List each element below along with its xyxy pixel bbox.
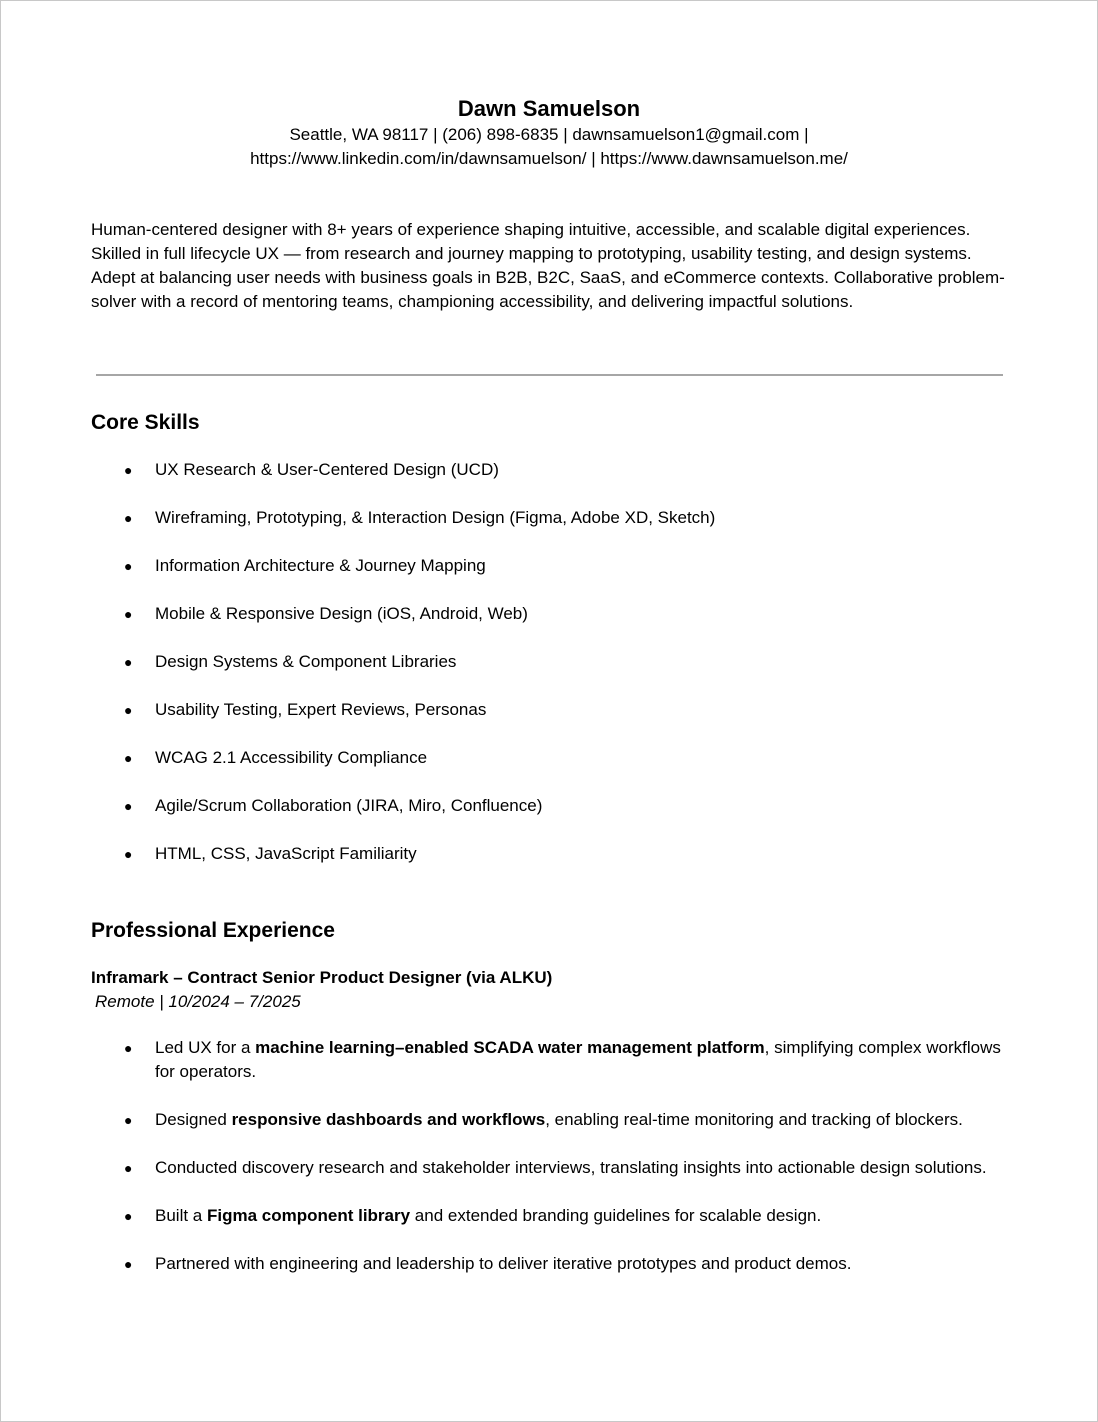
bullet-text: Built a	[155, 1206, 207, 1225]
job-title: Inframark – Contract Senior Product Designer (via ALKU)	[91, 968, 553, 987]
job-location-dates: Remote | 10/2024 – 7/2025	[95, 992, 301, 1011]
bullet-icon: ●	[124, 798, 133, 814]
bullet-icon: ●	[124, 1256, 133, 1272]
skill-item	[1, 554, 715, 578]
experience-heading: Professional Experience	[91, 919, 335, 942]
job-bullet	[1, 1108, 1015, 1132]
skill-item	[1, 602, 715, 626]
contact-line-2: https://www.linkedin.com/in/dawnsamuelson/ | https://www.dawnsamuelson.me/	[250, 149, 848, 168]
skill-item	[1, 650, 715, 674]
skill-text: Wireframing, Prototyping, & Interaction Design (Figma, Adobe XD, Sketch)	[155, 508, 716, 527]
job-bullet	[1, 1204, 1015, 1228]
core-skills-heading: Core Skills	[91, 411, 200, 434]
bullet-text: Led UX for a	[155, 1038, 256, 1057]
skill-item	[1, 794, 715, 818]
bullet-icon: ●	[124, 1160, 133, 1176]
section-divider	[96, 374, 1003, 376]
skill-item	[1, 746, 715, 770]
bullet-icon: ●	[124, 1112, 133, 1128]
skill-item	[1, 842, 715, 866]
skill-text: WCAG 2.1 Accessibility Compliance	[155, 748, 428, 767]
skill-text: UX Research & User-Centered Design (UCD)	[155, 460, 499, 479]
bullet-icon: ●	[124, 510, 133, 526]
job-bullet	[1, 1252, 1015, 1276]
bullet-icon: ●	[124, 846, 133, 862]
bullet-emphasis: machine learning–enabled SCADA water management platform	[255, 1038, 765, 1057]
bullet-text: and extended branding guidelines for scalable design.	[410, 1206, 822, 1225]
bullet-emphasis: responsive dashboards and workflows	[231, 1110, 546, 1129]
bullet-icon: ●	[124, 558, 133, 574]
core-skills-list	[1, 458, 715, 890]
bullet-icon: ●	[124, 462, 133, 478]
bullet-text: Partnered with engineering and leadership to deliver iterative prototypes and product demos.	[155, 1254, 852, 1273]
bullet-icon: ●	[124, 750, 133, 766]
skill-text: Mobile & Responsive Design (iOS, Android, Web)	[155, 604, 528, 623]
skill-text: Design Systems & Component Libraries	[155, 652, 457, 671]
bullet-icon: ●	[124, 702, 133, 718]
bullet-text: , enabling real-time monitoring and tracking of blockers.	[545, 1110, 963, 1129]
skill-item	[1, 506, 715, 530]
job-bullets-list	[1, 1036, 1015, 1300]
candidate-name: Dawn Samuelson	[457, 96, 641, 121]
bullet-emphasis: Figma component library	[206, 1206, 411, 1225]
skill-text: Agile/Scrum Collaboration (JIRA, Miro, Confluence)	[155, 796, 543, 815]
skill-item	[1, 698, 715, 722]
bullet-icon: ●	[124, 654, 133, 670]
resume-header	[1, 95, 1097, 171]
skill-item	[1, 458, 715, 482]
job-bullet	[1, 1036, 1015, 1084]
bullet-text: Designed	[155, 1110, 232, 1129]
skill-text: Information Architecture & Journey Mapping	[155, 556, 486, 575]
bullet-icon: ●	[124, 1040, 133, 1056]
bullet-text: , simplifying complex workflows for operators.	[155, 1038, 1001, 1081]
skill-text: Usability Testing, Expert Reviews, Personas	[155, 700, 487, 719]
bullet-text: Conducted discovery research and stakeholder interviews, translating insights into actionable design solutions.	[155, 1158, 987, 1177]
contact-line-1: Seattle, WA 98117 | (206) 898-6835 | dawnsamuelson1@gmail.com |	[289, 125, 809, 144]
skill-text: HTML, CSS, JavaScript Familiarity	[155, 844, 417, 863]
professional-summary: Human-centered designer with 8+ years of experience shaping intuitive, accessible, and scalable digital experiences. Skilled in full lifecycle UX — from research and journey mapping to prototyping, usability testing, and design systems. Adept at balancing user needs with business goals in B2B, B2C, SaaS, and eCommerce contexts. Collaborative problem-solver with a record of mentoring teams, championing accessibility, and delivering impactful solutions.	[91, 220, 1005, 311]
job-bullet	[1, 1156, 1015, 1180]
bullet-icon: ●	[124, 1208, 133, 1224]
bullet-icon: ●	[124, 606, 133, 622]
